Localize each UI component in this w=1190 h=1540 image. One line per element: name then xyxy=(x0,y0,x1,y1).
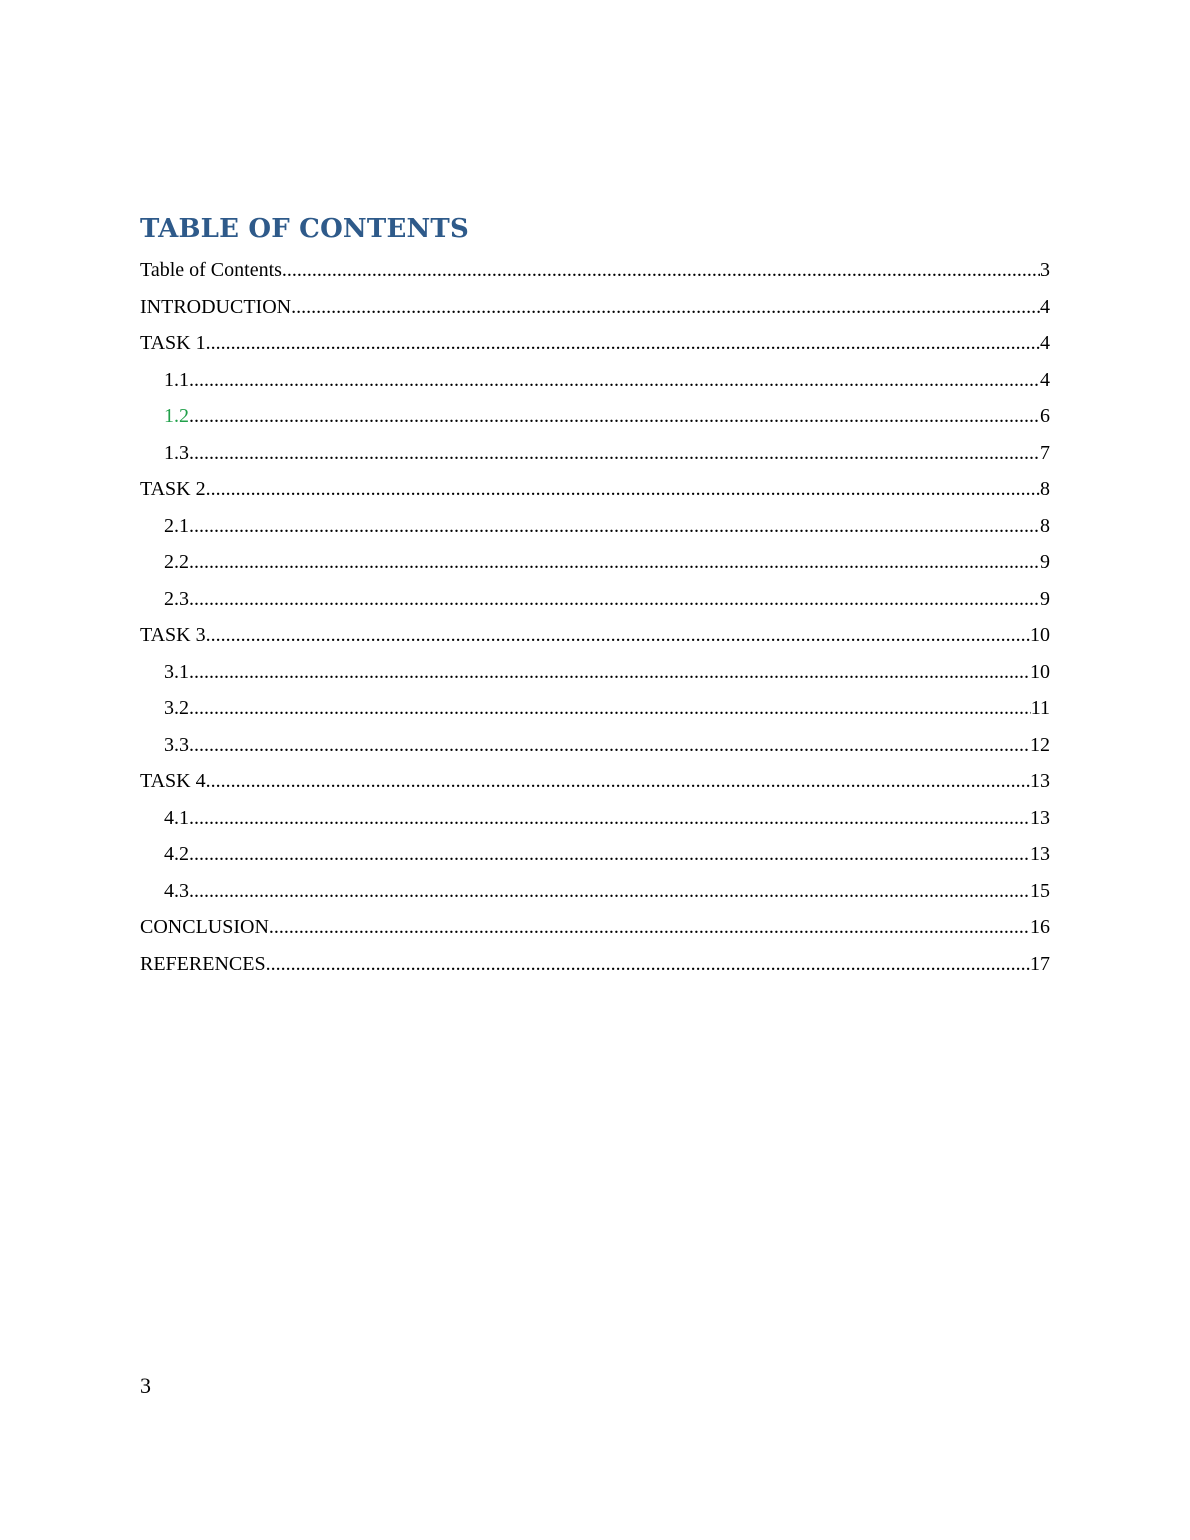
toc-dot-leader xyxy=(291,289,1040,326)
toc-dot-leader xyxy=(189,508,1040,545)
toc-entry-page: 11 xyxy=(1030,697,1050,719)
toc-entry-page: 4 xyxy=(1040,368,1050,391)
toc-entry-task-4[interactable] xyxy=(140,763,1050,800)
toc-entry-references[interactable] xyxy=(140,946,1050,983)
toc-dot-leader xyxy=(189,690,1031,727)
toc-entry-3-2[interactable] xyxy=(140,690,1050,727)
toc-entry-4-1[interactable] xyxy=(140,800,1050,837)
toc-entry-task-1[interactable] xyxy=(140,325,1050,362)
toc-entry-page: 8 xyxy=(1040,514,1050,537)
footer-page-number: 3 xyxy=(140,1373,151,1398)
toc-entry-label: REFERENCES xyxy=(140,952,266,975)
toc-entry-page: 15 xyxy=(1030,879,1050,902)
toc-entry-3-1[interactable] xyxy=(140,654,1050,691)
toc-entry-2-1[interactable] xyxy=(140,508,1050,545)
toc-entry-label: 4.2 xyxy=(164,843,189,865)
toc-dot-leader xyxy=(206,325,1040,362)
toc-entry-label: 2.1 xyxy=(164,514,189,537)
toc-entry-label: 3.3 xyxy=(164,733,189,756)
toc-dot-leader xyxy=(189,800,1030,837)
toc-dot-leader xyxy=(189,727,1030,764)
toc-entry-page: 9 xyxy=(1040,587,1050,610)
toc-dot-leader xyxy=(206,617,1030,654)
toc-dot-leader xyxy=(189,873,1030,910)
toc-dot-leader xyxy=(206,763,1030,800)
toc-dot-leader xyxy=(189,836,1030,873)
toc-dot-leader xyxy=(189,435,1040,472)
toc-dot-leader xyxy=(269,909,1030,946)
toc-entry-label: 3.2 xyxy=(164,697,189,719)
toc-entry-page: 13 xyxy=(1030,806,1050,829)
toc-entry-1-3[interactable] xyxy=(140,435,1050,472)
table-of-contents xyxy=(140,252,1050,982)
toc-entry-introduction[interactable] xyxy=(140,289,1050,326)
toc-entry-task-2[interactable] xyxy=(140,471,1050,508)
toc-entry-page: 12 xyxy=(1030,733,1050,756)
toc-entry-page: 6 xyxy=(1040,405,1050,427)
toc-entry-label: TASK 3 xyxy=(140,624,206,646)
toc-dot-leader xyxy=(206,471,1040,508)
toc-entry-label: TASK 4 xyxy=(140,770,206,792)
toc-entry-label: 1.1 xyxy=(164,368,189,391)
toc-entry-label: TASK 1 xyxy=(140,332,206,354)
toc-entry-page: 13 xyxy=(1030,770,1050,792)
toc-entry-page: 16 xyxy=(1030,916,1050,938)
toc-entry-table-of-contents[interactable] xyxy=(140,252,1050,289)
toc-dot-leader xyxy=(189,362,1040,399)
toc-entry-label-highlighted: 1.2 xyxy=(164,405,189,427)
toc-entry-4-2[interactable] xyxy=(140,836,1050,873)
toc-entry-label: CONCLUSION xyxy=(140,916,269,938)
toc-entry-page: 13 xyxy=(1030,843,1050,865)
toc-dot-leader xyxy=(189,398,1040,435)
toc-dot-leader xyxy=(189,581,1040,618)
toc-dot-leader xyxy=(189,544,1040,581)
toc-entry-2-2[interactable] xyxy=(140,544,1050,581)
toc-entry-3-3[interactable] xyxy=(140,727,1050,764)
toc-entry-1-1[interactable] xyxy=(140,362,1050,399)
toc-entry-conclusion[interactable] xyxy=(140,909,1050,946)
toc-entry-page: 10 xyxy=(1030,660,1050,683)
toc-entry-page: 9 xyxy=(1040,551,1050,573)
toc-heading: TABLE OF CONTENTS xyxy=(140,214,469,244)
toc-dot-leader xyxy=(266,946,1030,983)
toc-entry-task-3[interactable] xyxy=(140,617,1050,654)
toc-dot-leader xyxy=(282,252,1040,289)
toc-entry-label: 2.2 xyxy=(164,551,189,573)
toc-entry-label: 4.1 xyxy=(164,806,189,829)
toc-entry-page: 4 xyxy=(1040,332,1050,354)
toc-entry-1-2[interactable] xyxy=(140,398,1050,435)
toc-entry-page: 3 xyxy=(1040,259,1050,281)
toc-entry-label: 3.1 xyxy=(164,660,189,683)
toc-entry-label: INTRODUCTION xyxy=(140,295,292,318)
toc-entry-page: 17 xyxy=(1030,952,1050,975)
toc-entry-page: 4 xyxy=(1040,295,1050,318)
toc-entry-label: 4.3 xyxy=(164,879,189,902)
toc-entry-4-3[interactable] xyxy=(140,873,1050,910)
toc-entry-label: TASK 2 xyxy=(140,478,206,500)
toc-entry-label: 2.3 xyxy=(164,587,189,610)
toc-entry-page: 8 xyxy=(1040,478,1050,500)
toc-entry-2-3[interactable] xyxy=(140,581,1050,618)
toc-entry-page: 7 xyxy=(1040,441,1050,464)
toc-dot-leader xyxy=(189,654,1030,691)
toc-entry-label: 1.3 xyxy=(164,441,189,464)
toc-entry-label: Table of Contents xyxy=(140,259,282,281)
toc-entry-page: 10 xyxy=(1030,624,1050,646)
